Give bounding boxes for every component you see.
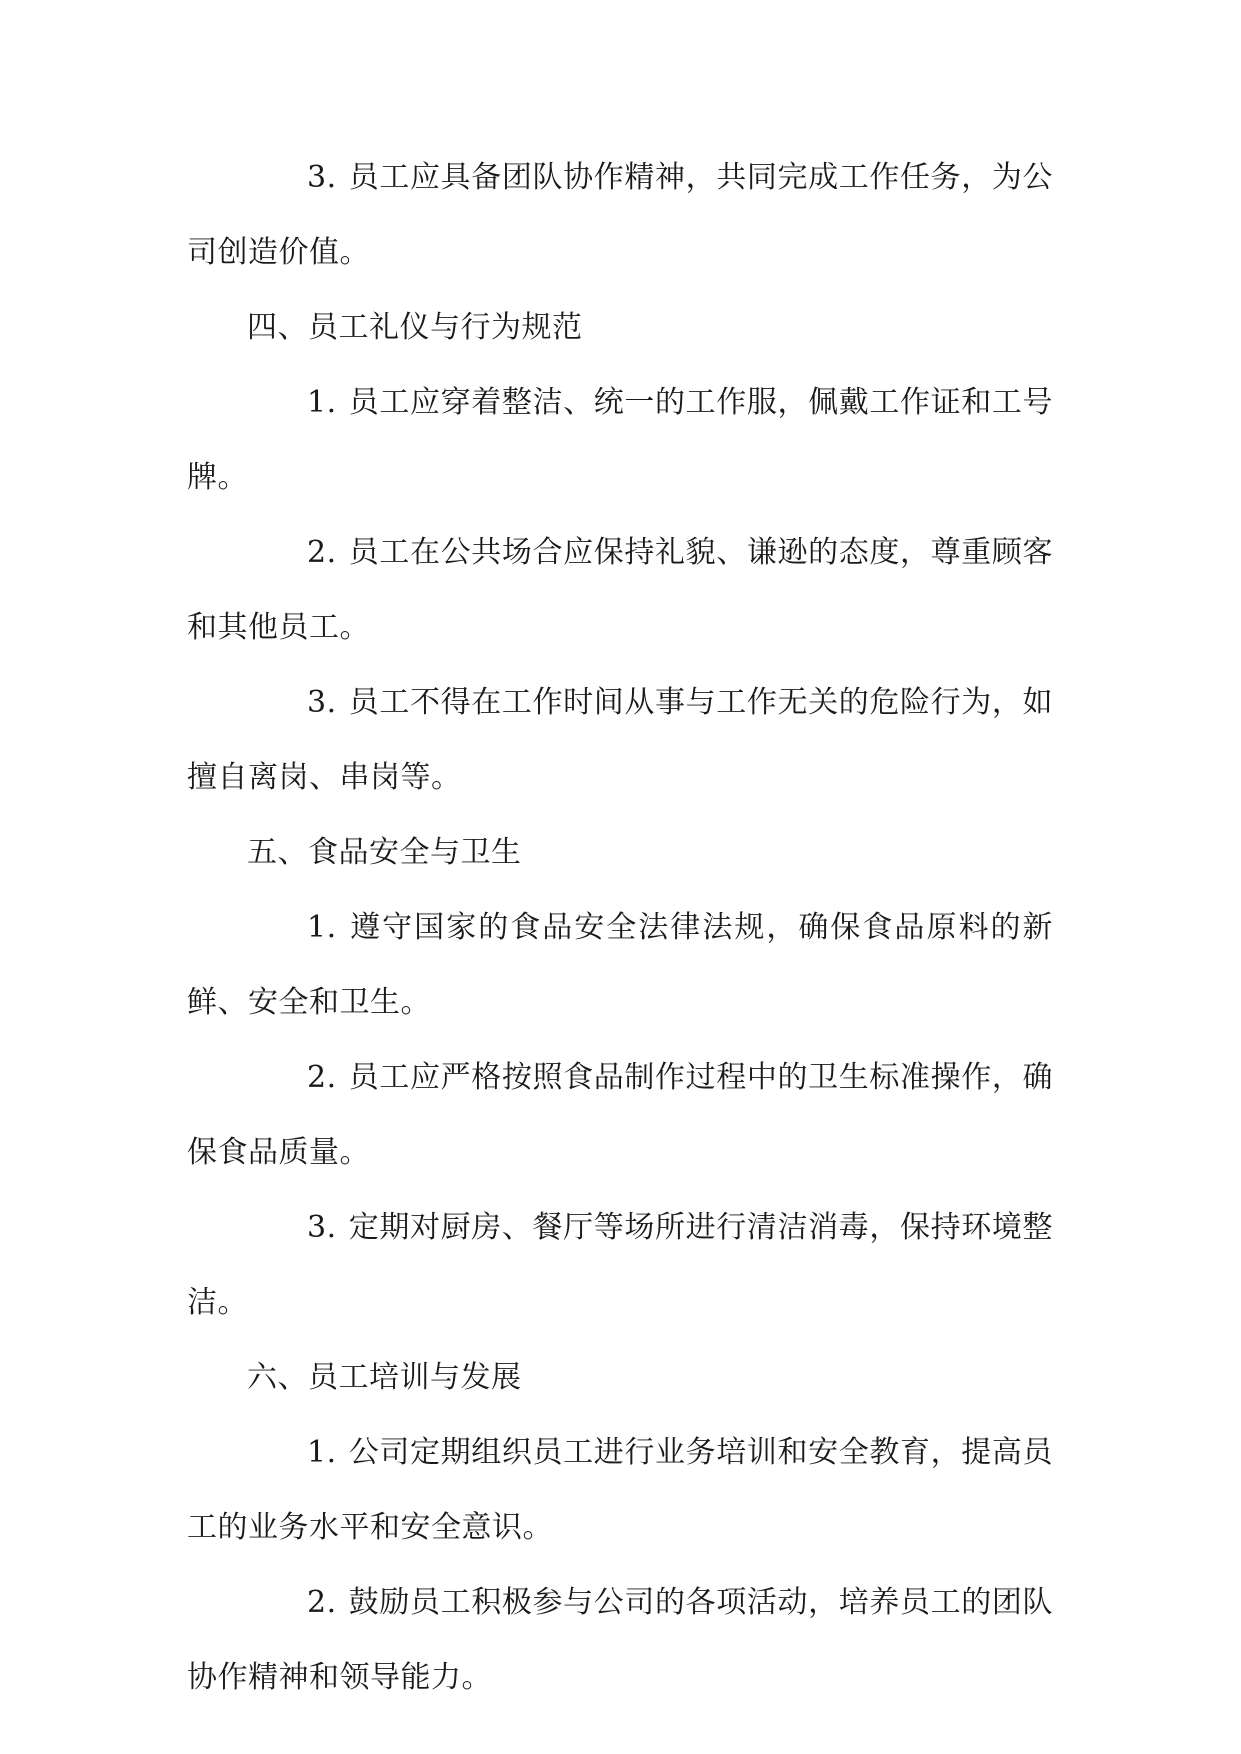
item-number: 1. <box>307 385 337 420</box>
section-heading-food-safety <box>187 815 1053 890</box>
heading-text: 五、食品安全与卫生 <box>247 835 522 870</box>
item-number: 2. <box>307 1585 337 1620</box>
heading-text: 六、员工培训与发展 <box>247 1360 522 1395</box>
section-heading-training <box>187 1340 1053 1415</box>
list-item-courtesy <box>187 515 1053 665</box>
item-text: 鼓励员工积极参与公司的各项活动，培养员工的团队协作精神和领导能力。 <box>187 1585 1053 1695</box>
item-number: 1. <box>307 910 337 945</box>
item-text: 定期对厨房、餐厅等场所进行清洁消毒，保持环境整洁。 <box>187 1210 1053 1320</box>
section-heading-etiquette <box>187 290 1053 365</box>
list-item-teamwork <box>187 140 1053 290</box>
heading-text: 四、员工礼仪与行为规范 <box>247 310 583 345</box>
document-body <box>187 140 1053 1715</box>
list-item-regulations <box>187 890 1053 1040</box>
item-number: 3. <box>307 685 337 720</box>
list-item-training <box>187 1415 1053 1565</box>
item-number: 1. <box>307 1435 337 1470</box>
item-text: 员工在公共场合应保持礼貌、谦逊的态度，尊重顾客和其他员工。 <box>187 535 1053 645</box>
list-item-hygiene-standards <box>187 1040 1053 1190</box>
item-text: 员工应穿着整洁、统一的工作服，佩戴工作证和工号牌。 <box>187 385 1053 495</box>
list-item-activities <box>187 1565 1053 1715</box>
item-number: 2. <box>307 1060 337 1095</box>
item-text: 遵守国家的食品安全法律法规，确保食品原料的新鲜、安全和卫生。 <box>187 910 1053 1020</box>
item-text: 公司定期组织员工进行业务培训和安全教育，提高员工的业务水平和安全意识。 <box>187 1435 1053 1545</box>
item-text: 员工不得在工作时间从事与工作无关的危险行为，如擅自离岗、串岗等。 <box>187 685 1053 795</box>
list-item-cleaning <box>187 1190 1053 1340</box>
item-number: 3. <box>307 1210 337 1245</box>
item-text: 员工应具备团队协作精神，共同完成工作任务，为公司创造价值。 <box>187 160 1053 270</box>
item-number: 3. <box>307 160 337 195</box>
list-item-uniform <box>187 365 1053 515</box>
item-number: 2. <box>307 535 337 570</box>
item-text: 员工应严格按照食品制作过程中的卫生标准操作，确保食品质量。 <box>187 1060 1053 1170</box>
list-item-conduct <box>187 665 1053 815</box>
